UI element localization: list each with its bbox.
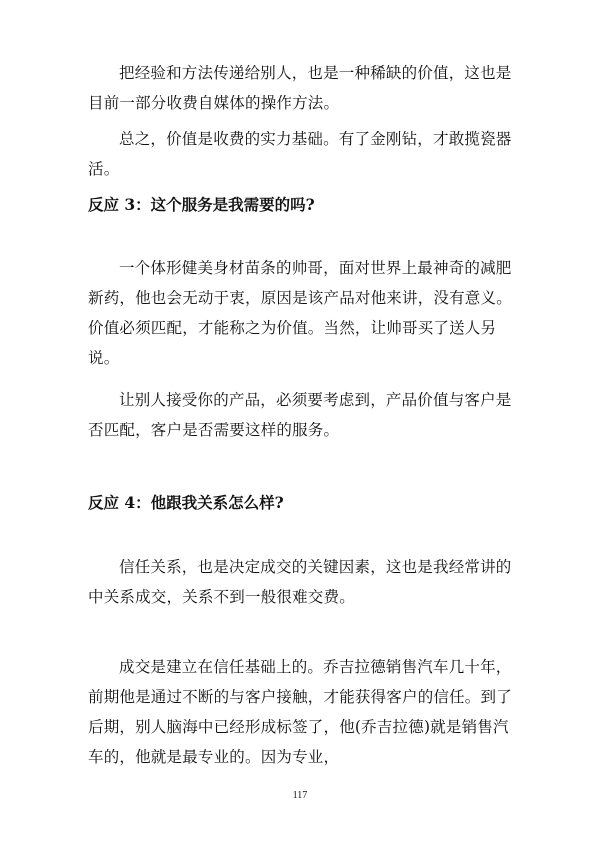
paragraph: 成交是建立在信任基础上的。乔吉拉德销售汽车几十年，前期他是通过不断的与客户接触，才能获得客户的信任。到了后期，别人脑海中已经形成标签了，他(乔吉拉德)就是销售汽车的，他就是最专业的。因为专业， [88, 658, 512, 766]
paragraph: 把经验和方法传递给别人，也是一种稀缺的价值，这也是目前一部分收费自媒体的操作方法。 [88, 64, 512, 112]
paragraph: 信任关系，也是决定成交的关键因素，这也是我经常讲的中关系成交，关系不到一般很难交费。 [88, 558, 512, 606]
paragraph: 一个体形健美身材苗条的帅哥，面对世界上最神奇的减肥新药，他也会无动于衷，原因是该产品对他来讲，没有意义。价值必须匹配，才能称之为价值。当然，让帅哥买了送人另说。 [88, 259, 512, 367]
section-heading: 反应 3：这个服务是我需要的吗? [88, 195, 315, 214]
page-number: 117 [292, 790, 308, 801]
paragraph: 让别人接受你的产品，必须要考虑到，产品价值与客户是否匹配，客户是否需要这样的服务。 [88, 391, 512, 439]
section-heading: 反应 4：他跟我关系怎么样? [88, 493, 284, 512]
paragraph: 总之，价值是收费的实力基础。有了金刚钻，才敢揽瓷器活。 [88, 130, 512, 178]
